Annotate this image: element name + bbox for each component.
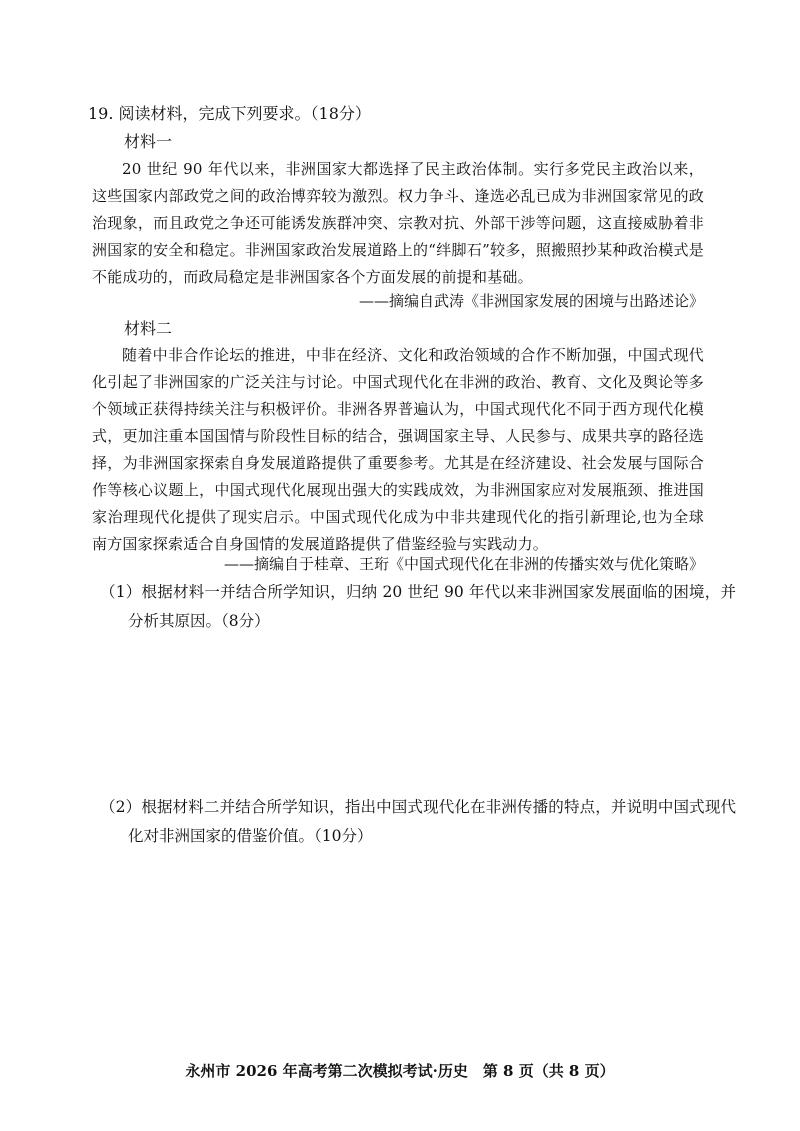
question-title: 19. 阅读材料，完成下列要求。（18分） — [88, 104, 371, 123]
material-1-text: 20 世纪 90 年代以来，非洲国家大都选择了民主政治体制。实行多党民主政治以来，这些国家内部政党之间的政治博弈较为激烈。权力争斗、逢选必乱已成为非洲国家常见的政治现象，而且政党之争还可能诱发族群冲突、宗教对抗、外部干涉等问题，这直接威胁着非洲国家的安全和稳定。非洲国家政治发展道路上的“绊脚石”较多，照搬照抄某种政治模式是不能成功的，而政局稳定是非洲国家各个方面发展的前提和基础。 — [92, 160, 704, 286]
material-1-source: ——摘编自武涛《非洲国家发展的困境与出路述论》 — [358, 292, 704, 310]
page-footer: 永州市 2026 年高考第二次模拟考试·历史 第 8 页（共 8 页） — [185, 1062, 615, 1080]
subquestion-2: （2）根据材料二并结合所学知识，指出中国式现代化在非洲传播的特点，并说明中国式现代化对非洲国家的借鉴价值。（10分） — [100, 798, 736, 845]
material-2-text: 随着中非合作论坛的推进，中非在经济、文化和政治领域的合作不断加强，中国式现代化引起了非洲国家的广泛关注与讨论。中国式现代化在非洲的政治、教育、文化及舆论等多个领域正获得持续关注与积极评价。非洲各界普遍认为，中国式现代化不同于西方现代化模式，更加注重本国国情与阶段性目标的结合，强调国家主导、人民参与、成果共享的路径选择，为非洲国家探索自身发展道路提供了重要参考。尤其是在经济建设、社会发展与国际合作等核心议题上，中国式现代化展现出强大的实践成效，为非洲国家应对发展瓶颈、推进国家治理现代化提供了现实启示。中国式现代化成为中非共建现代化的指引新理论,也为全球南方国家探索适合自身国情的发展道路提供了借鉴经验与实践动力。 — [92, 346, 704, 553]
subquestion-1: （1）根据材料一并结合所学知识，归纳 20 世纪 90 年代以来非洲国家发展面临的困境，并分析其原因。（8分） — [100, 583, 736, 630]
material-2-heading: 材料二 — [124, 319, 173, 338]
material-1-heading: 材料一 — [124, 132, 173, 151]
material-2-source: ——摘编自于桂章、王珩《中国式现代化在非洲的传播实效与优化策略》 — [223, 555, 704, 573]
